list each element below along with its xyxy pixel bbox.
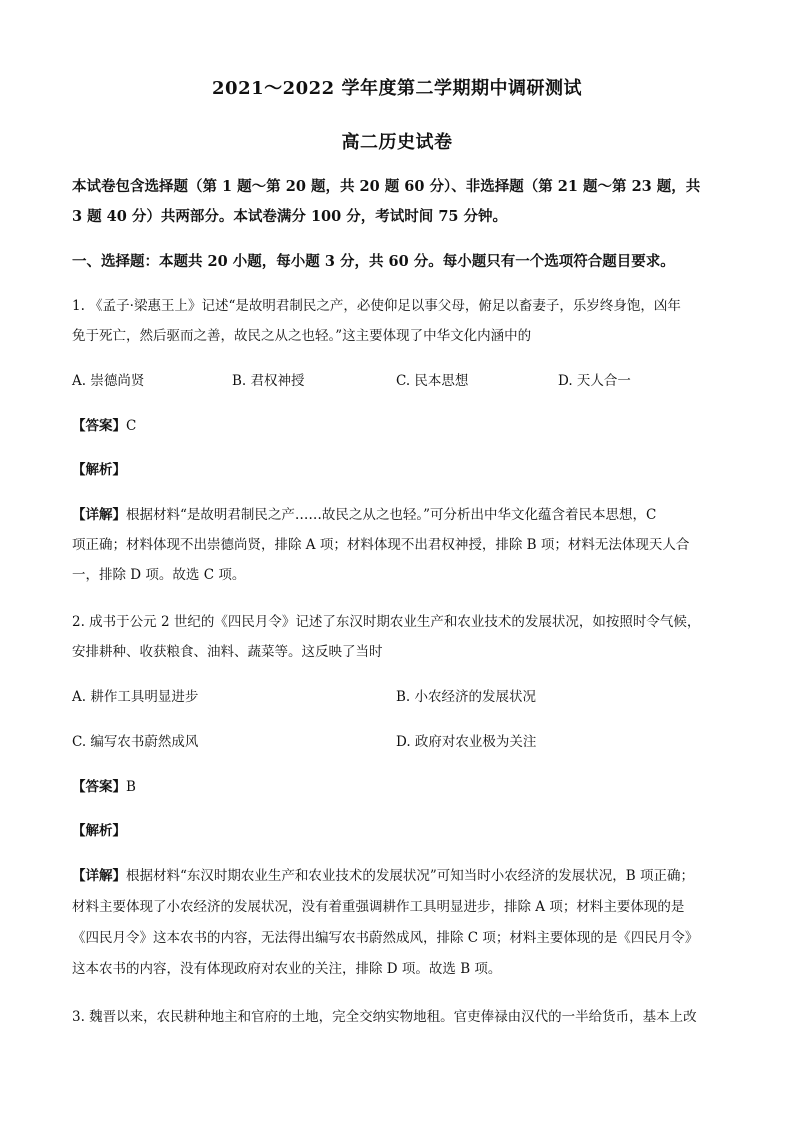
q2-detail-text-1: 根据材料“东汉时期农业生产和农业技术的发展状况”可知当时小农经济的发展状况，B 项正确； — [126, 868, 695, 884]
q1-answer-value: C — [126, 418, 137, 434]
q1-stem-line-1: 1. 《孟子·梁惠王上》记述“是故明君制民之产，必使仰足以事父母，俯足以畜妻子，乐岁终身饱，凶年 — [72, 298, 681, 314]
intro-line-1: 本试卷包含选择题（第 1 题～第 20 题，共 20 题 60 分）、非选择题（第 21 题～第 23 题，共 — [72, 178, 701, 195]
q2-detail-line-2: 材料主要体现了小农经济的发展状况，没有着重强调耕作工具明显进步，排除 A 项；材料主要体现的是 — [72, 899, 685, 915]
q2-detail-line-3: 《四民月令》这本农书的内容，无法得出编写农书蔚然成风，排除 C 项；材料主要体现的是《四民月令》 — [72, 930, 699, 946]
q1-detail-line-2: 项正确；材料体现不出崇德尚贤，排除 A 项；材料体现不出君权神授，排除 B 项；材料无法体现天人合 — [72, 537, 690, 553]
q1-analysis — [72, 460, 722, 480]
q2-detail-line-1 — [72, 866, 722, 886]
q1-detail-text-1: 根据材料“是故明君制民之产……故民之从之也轻。”可分析出中华文化蕴含着民本思想，C — [126, 507, 657, 523]
q2-answer-tag: 【答案】 — [72, 779, 126, 795]
q2-option-b: B. 小农经济的发展状况 — [396, 689, 537, 705]
q3-stem-line-1: 3. 魏晋以来，农民耕种地主和官府的土地，完全交纳实物地租。官吏俸禄由汉代的一半给货币，基本上改 — [72, 1009, 697, 1025]
q1-option-a: A. 崇德尚贤 — [72, 373, 145, 389]
q2-detail-tag: 【详解】 — [72, 868, 126, 884]
exam-title: 2021～2022 学年度第二学期期中调研测试 — [212, 78, 582, 99]
q1-stem-line-2: 免于死亡，然后驱而之善，故民之从之也轻。”这主要体现了中华文化内涵中的 — [72, 328, 532, 344]
q1-option-c: C. 民本思想 — [396, 373, 469, 389]
q2-answer-value: B — [126, 779, 136, 795]
intro-line-2: 3 题 40 分）共两部分。本试卷满分 100 分，考试时间 75 分钟。 — [72, 208, 508, 225]
q1-answer-tag: 【答案】 — [72, 418, 126, 434]
q1-detail-tag: 【详解】 — [72, 507, 126, 523]
q1-detail-line-1 — [72, 505, 722, 525]
q2-option-d: D. 政府对农业极为关注 — [396, 734, 537, 750]
q2-analysis — [72, 821, 722, 841]
q1-option-b: B. 君权神授 — [232, 373, 305, 389]
q2-option-c: C. 编写农书蔚然成风 — [72, 734, 199, 750]
q2-analysis-tag: 【解析】 — [72, 823, 126, 839]
q2-option-a: A. 耕作工具明显进步 — [72, 689, 199, 705]
q1-option-d: D. 天人合一 — [558, 373, 631, 389]
q2-stem-line-1: 2. 成书于公元 2 世纪的《四民月令》记述了东汉时期农业生产和农业技术的发展状况，如按照时令气候， — [72, 614, 701, 630]
q2-answer — [72, 777, 722, 797]
section-heading: 一、选择题：本题共 20 小题，每小题 3 分，共 60 分。每小题只有一个选项符合题目要求。 — [72, 253, 675, 270]
q2-stem-line-2: 安排耕种、收获粮食、油料、蔬菜等。这反映了当时 — [72, 644, 383, 660]
q1-answer — [72, 416, 722, 436]
q1-analysis-tag: 【解析】 — [72, 462, 126, 478]
exam-subtitle: 高二历史试卷 — [341, 132, 453, 153]
q2-detail-line-4: 这本农书的内容，没有体现政府对农业的关注，排除 D 项。故选 B 项。 — [72, 961, 502, 977]
q1-detail-line-3: 一，排除 D 项。故选 C 项。 — [72, 567, 246, 583]
